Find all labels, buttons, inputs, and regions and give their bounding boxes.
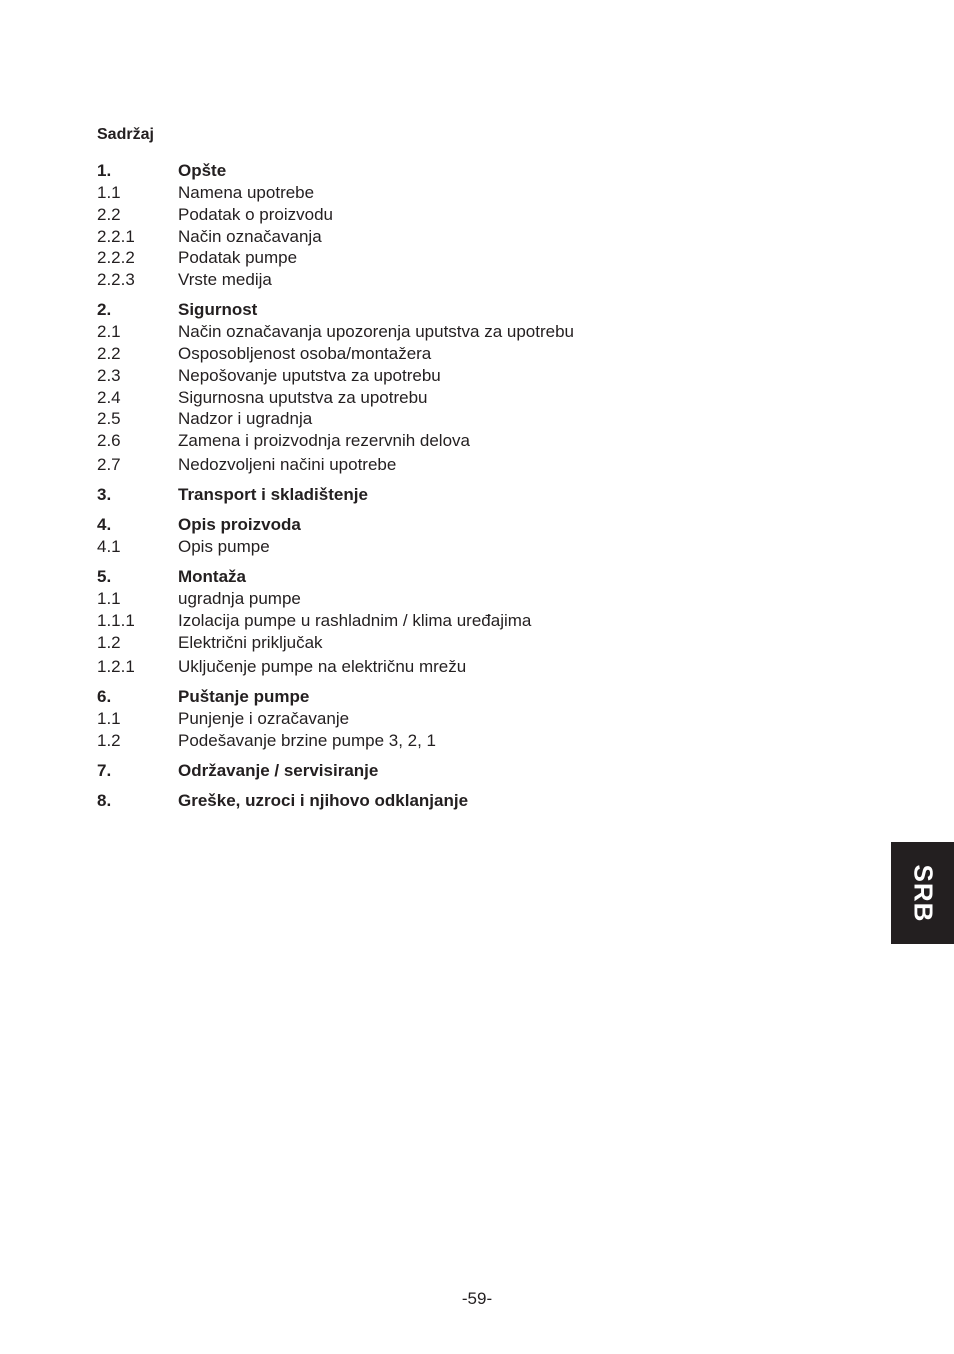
toc-entry-number: 2.3 bbox=[97, 366, 121, 385]
toc-entry-title: Namena upotrebe bbox=[178, 183, 315, 202]
toc-entry-number: 1.1 bbox=[97, 183, 121, 202]
toc-entry-title: Punjenje i ozračavanje bbox=[178, 709, 350, 728]
toc-entry-title: Puštanje pumpe bbox=[178, 687, 310, 706]
toc-entry-number: 1.2 bbox=[97, 731, 121, 750]
toc-entry-title: Nepošovanje uputstva za upotrebu bbox=[178, 366, 441, 385]
language-tab bbox=[891, 842, 954, 944]
toc-entry-number: 6. bbox=[97, 687, 112, 706]
toc-entry-number: 7. bbox=[97, 761, 112, 780]
toc-entry-number: 3. bbox=[97, 485, 112, 504]
toc-entry-title: Izolacija pumpe u rashladnim / klima uređajima bbox=[178, 611, 532, 630]
toc-entry-title: Sigurnosna uputstva za upotrebu bbox=[178, 388, 428, 407]
toc-entry-title: Transport i skladištenje bbox=[178, 485, 368, 504]
toc-entry-number: 2.4 bbox=[97, 388, 121, 407]
toc-entry-title: ugradnja pumpe bbox=[178, 589, 301, 608]
toc-entry-title: Podatak pumpe bbox=[178, 248, 298, 267]
toc-entry-number: 4. bbox=[97, 515, 112, 534]
toc-entry-number: 4.1 bbox=[97, 537, 121, 556]
toc-entry-title: Opšte bbox=[178, 161, 227, 180]
toc-entry-title: Uključenje pumpe na električnu mrežu bbox=[178, 657, 467, 676]
toc-entry-title: Podešavanje brzine pumpe 3, 2, 1 bbox=[178, 731, 437, 750]
toc-entry-number: 2.2.1 bbox=[97, 227, 135, 246]
toc-entry-title: Način označavanja bbox=[178, 227, 322, 246]
toc-entry-number: 1. bbox=[97, 161, 112, 180]
toc-entry-number: 2.7 bbox=[97, 455, 121, 474]
toc-entry-title: Nedozvoljeni načini upotrebe bbox=[178, 455, 397, 474]
toc-entry-number: 2.2 bbox=[97, 344, 121, 363]
toc-entry-title: Električni priključak bbox=[178, 633, 323, 652]
toc-entry-title: Način označavanja upozorenja uputstva za upotrebu bbox=[178, 322, 574, 341]
toc-entry-number: 1.1.1 bbox=[97, 611, 135, 630]
toc-entry-number: 1.1 bbox=[97, 709, 121, 728]
page-title: Sadržaj bbox=[97, 126, 154, 143]
toc-entry-title: Održavanje / servisiranje bbox=[178, 761, 379, 780]
toc-entry-title: Nadzor i ugradnja bbox=[178, 409, 313, 428]
toc-entry-number: 2.2 bbox=[97, 205, 121, 224]
toc-entry-number: 2.2.2 bbox=[97, 248, 135, 267]
toc-entry-title: Montaža bbox=[178, 567, 246, 586]
toc-entry-number: 2.6 bbox=[97, 431, 121, 450]
toc-entry-number: 2.1 bbox=[97, 322, 121, 341]
toc-entry-number: 1.2 bbox=[97, 633, 121, 652]
toc-entry-title: Opis proizvoda bbox=[178, 515, 301, 534]
toc-entry-title: Opis pumpe bbox=[178, 537, 270, 556]
toc-entry-number: 2.5 bbox=[97, 409, 121, 428]
toc-entry-title: Zamena i proizvodnja rezervnih delova bbox=[178, 431, 470, 450]
toc-entry-number: 1.2.1 bbox=[97, 657, 135, 676]
toc-entry-number: 2.2.3 bbox=[97, 270, 135, 289]
toc-entry-title: Osposobljenost osoba/montažera bbox=[178, 344, 432, 363]
toc-entry-number: 1.1 bbox=[97, 589, 121, 608]
toc-entry-title: Greške, uzroci i njihovo odklanjanje bbox=[178, 791, 469, 810]
toc-entry-number: 5. bbox=[97, 567, 112, 586]
toc-entry-number: 8. bbox=[97, 791, 112, 810]
toc-entry-title: Sigurnost bbox=[178, 300, 258, 319]
toc-entry-title: Vrste medija bbox=[178, 270, 272, 289]
page-number: -59- bbox=[461, 1289, 493, 1308]
toc-entry-number: 2. bbox=[97, 300, 112, 319]
language-tab-label: SRB bbox=[908, 864, 938, 922]
toc-entry-title: Podatak o proizvodu bbox=[178, 205, 333, 224]
